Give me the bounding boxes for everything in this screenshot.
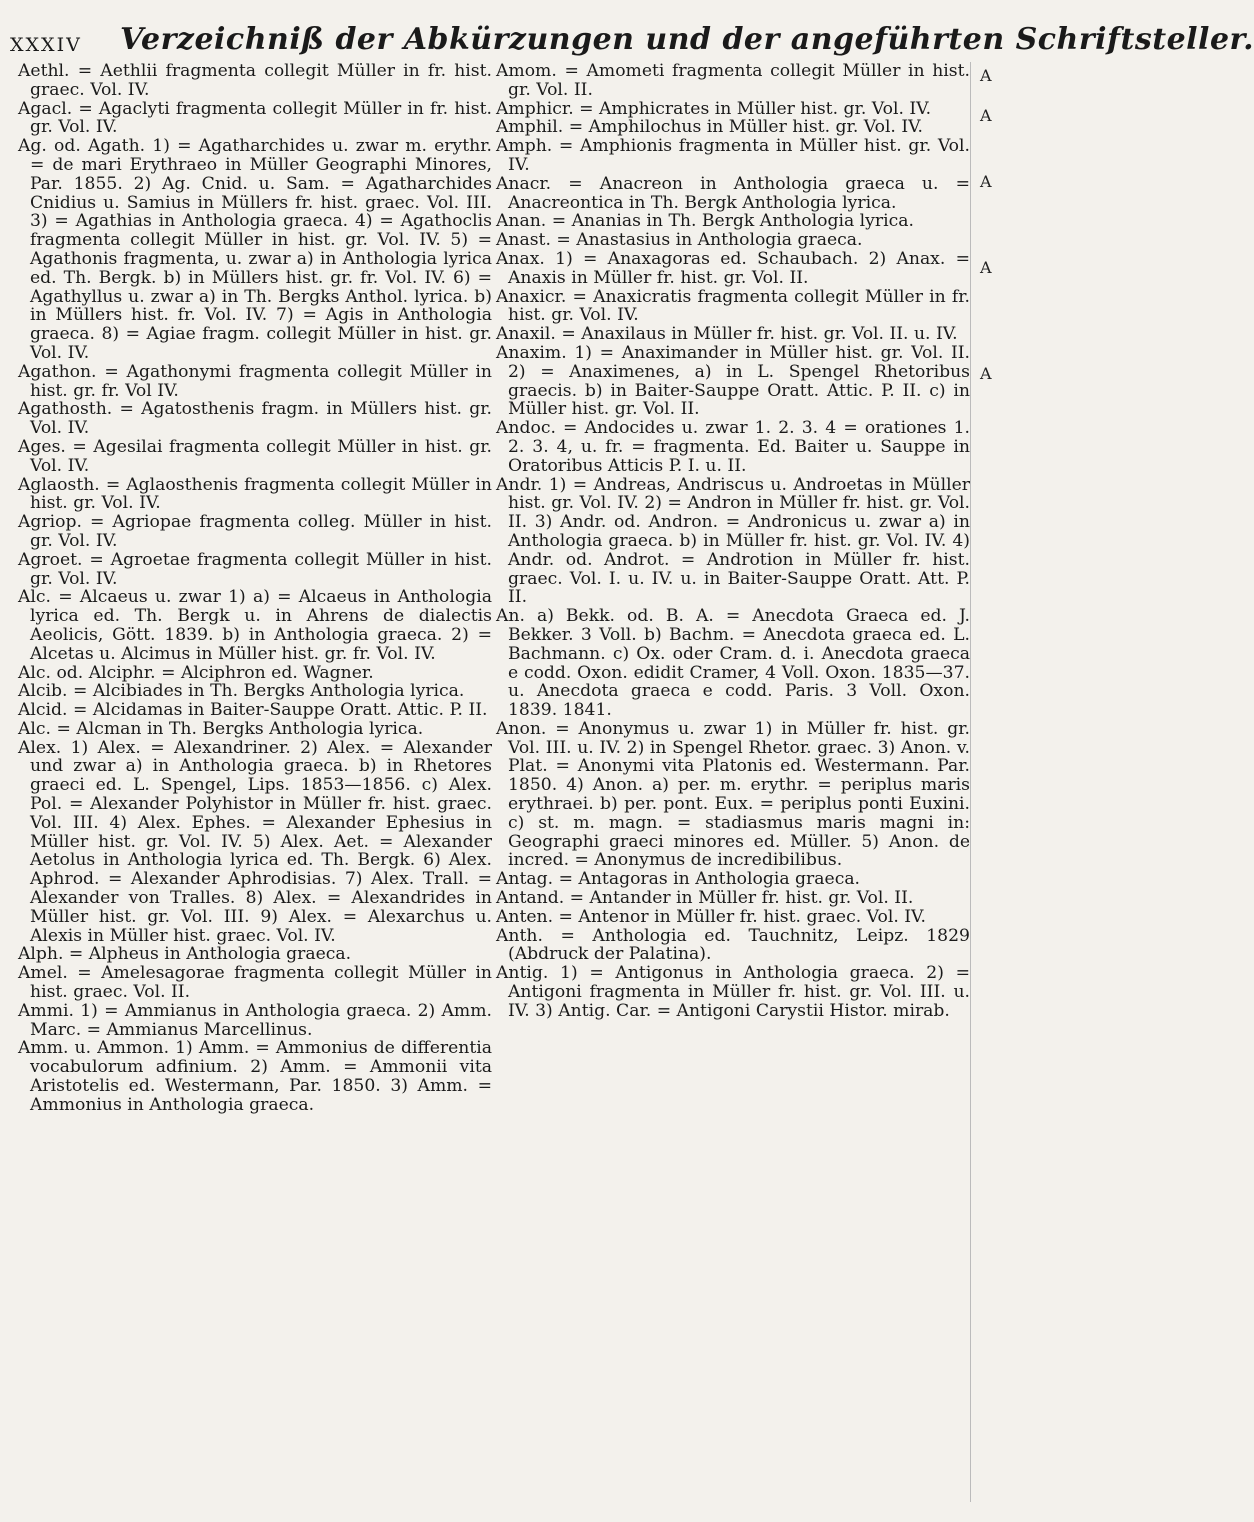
abbreviation-entry: Alc. = Alcaeus u. zwar 1) a) = Alcaeus in Anthologia lyrica ed. Th. Bergk u. in Ahrens de dialectis Aeolicis, Gött. 1839. b) in Anthologia graeca. 2) = Alcetas u. Alcimus in Müller hist. gr. fr. Vol. IV. <box>18 587 492 664</box>
abbreviation-entry: Agriop. = Agriopae fragmenta colleg. Müller in hist. gr. Vol. IV. <box>18 512 492 551</box>
abbreviation-entry: Alcid. = Alcidamas in Baiter-Sauppe Oratt. Attic. P. II. <box>18 700 488 721</box>
abbreviation-entry: Agroet. = Agroetae fragmenta collegit Müller in hist. gr. Vol. IV. <box>18 549 492 589</box>
abbreviation-entry: Anast. = Anastasius in Anthologia graeca. <box>496 230 863 251</box>
abbreviation-entry: Alc. = Alcman in Th. Bergks Anthologia lyrica. <box>18 718 424 739</box>
abbreviation-entry: Anan. = Ananias in Th. Bergk Anthologia lyrica. <box>496 211 914 232</box>
edge-letter: A <box>980 258 992 277</box>
abbreviation-entry: Antand. = Antander in Müller fr. hist. gr. Vol. II. <box>496 888 914 909</box>
abbreviation-entry: Alph. = Alpheus in Anthologia graeca. <box>18 944 352 965</box>
abbreviation-entry: Anth. = Anthologia ed. Tauchnitz, Leipz. 1829 (Abdruck der Palatina). <box>496 925 970 965</box>
abbreviation-entry: Ag. od. Agath. 1) = Agatharchides u. zwar m. erythr. = de mari Erythraeo in Müller Geographi Minores, Par. 1855. 2) Ag. Cnid. u. Sam. = Agatharchides Cnidius u. Samius in Müllers fr. hist. graec. Vol. III. 3) = Agathias in Anthologia graeca. 4) = Agathoclis fragmenta collegit Müller in hist. gr. Vol. IV. 5) = Agathonis fragmenta, u. zwar a) in Anthologia lyrica ed. Th. Bergk. b) in Müllers hist. gr. fr. Vol. IV. 6) = Agathyllus u. zwar a) in Th. Bergks Anthol. lyrica. b) in Müllers hist. fr. Vol. IV. 7) = Agis in Anthologia graeca. 8) = Agiae fragm. collegit Müller in hist. gr. Vol. IV. <box>18 136 492 363</box>
right-column <box>496 62 970 1021</box>
edge-letter: A <box>980 106 992 125</box>
abbreviation-entry: Aglaosth. = Aglaosthenis fragmenta collegit Müller in hist. gr. Vol. IV. <box>18 474 492 514</box>
abbreviation-entry: Ages. = Agesilai fragmenta collegit Müller in hist. gr. Vol. IV. <box>18 436 492 476</box>
edge-letter: A <box>980 172 992 191</box>
abbreviation-entry: Amphil. = Amphilochus in Müller hist. gr. Vol. IV. <box>496 117 924 138</box>
left-column <box>18 62 492 1115</box>
abbreviation-entry: Amm. u. Ammon. 1) Amm. = Ammonius de differentia vocabulorum adfinium. 2) Amm. = Ammonii vita Aristotelis ed. Westermann, Par. 1850. 3) Amm. = Ammonius in Anthologia graeca. <box>18 1038 492 1115</box>
abbreviation-entry: Antig. 1) = Antigonus in Anthologia graeca. 2) = Antigoni fragmenta in Müller fr. hist. gr. Vol. III. u. IV. 3) Antig. Car. = Antigoni Carystii Histor. mirab. <box>496 963 970 1021</box>
abbreviation-entry: Alcib. = Alcibiades in Th. Bergks Anthologia lyrica. <box>18 681 465 702</box>
abbreviation-entry: Andr. 1) = Andreas, Andriscus u. Androetas in Müller hist. gr. Vol. IV. 2) = Andron in Müller fr. hist. gr. Vol. II. 3) Andr. od. Andron. = Andronicus u. zwar a) in Anthologia graeca. b) in Müller fr. hist. gr. Vol. IV. 4) Andr. od. Androt. = Androtion in Müller fr. hist. graec. Vol. I. u. IV. u. in Baiter-Sauppe Oratt. Att. P. II. <box>496 474 970 608</box>
abbreviation-entry: Anten. = Antenor in Müller fr. hist. graec. Vol. IV. <box>496 906 926 927</box>
page-header <box>10 18 1254 66</box>
abbreviation-entry: Andoc. = Andocides u. zwar 1. 2. 3. 4 = orationes 1. 2. 3. 4, u. fr. = fragmenta. Ed. Baiter u. Sauppe in Oratoribus Atticis P. I. u. II. <box>496 418 970 476</box>
abbreviation-entry: Amph. = Amphionis fragmenta in Müller hist. gr. Vol. IV. <box>496 136 970 175</box>
abbreviation-entry: Ammi. 1) = Ammianus in Anthologia graeca. 2) Amm. Marc. = Ammianus Marcellinus. <box>18 1000 492 1040</box>
page-number: XXXIV <box>10 34 82 56</box>
column-divider <box>970 62 971 1502</box>
abbreviation-entry: An. a) Bekk. od. B. A. = Anecdota Graeca ed. J. Bekker. 3 Voll. b) Bachm. = Anecdota graeca ed. L. Bachmann. c) Ox. oder Cram. d. i. Anecdota graeca e codd. Oxon. edidit Cramer, 4 Voll. Oxon. 1835—37. u. Anecdota graeca e codd. Paris. 3 Voll. Oxon. 1839. 1841. <box>496 606 970 721</box>
abbreviation-entry: Agacl. = Agaclyti fragmenta collegit Müller in fr. hist. gr. Vol. IV. <box>18 98 492 138</box>
abbreviation-entry: Anon. = Anonymus u. zwar 1) in Müller fr. hist. gr. Vol. III. u. IV. 2) in Spengel Rhetor. graec. 3) Anon. v. Plat. = Anonymi vita Platonis ed. Westermann. Par. 1850. 4) Anon. a) per. m. erythr. = periplus maris erythraei. b) per. pont. Eux. = periplus ponti Euxini. c) st. m. magn. = stadiasmus maris magni in: Geographi graeci minores ed. Müller. 5) Anon. de incred. = Anonymus de incredibilibus. <box>496 718 970 871</box>
abbreviation-entry: Alex. 1) Alex. = Alexandriner. 2) Alex. = Alexander und zwar a) in Anthologia graeca. b) in Rhetores graeci ed. L. Spengel, Lips. 1853—1856. c) Alex. Pol. = Alexander Polyhistor in Müller fr. hist. graec. Vol. III. 4) Alex. Ephes. = Alexander Ephesius in Müller hist. gr. Vol. IV. 5) Alex. Aet. = Alexander Aetolus in Anthologia lyrica ed. Th. Bergk. 6) Alex. Aphrod. = Alexander Aphrodisias. 7) Alex. Trall. = Alexander von Tralles. 8) Alex. = Alexandrides in Müller hist. gr. Vol. III. 9) Alex. = Alexarchus u. Alexis in Müller hist. graec. Vol. IV. <box>18 737 492 946</box>
abbreviation-entry: Amel. = Amelesagorae fragmenta collegit Müller in hist. graec. Vol. II. <box>18 963 492 1003</box>
abbreviation-entry: Agathosth. = Agatosthenis fragm. in Müllers hist. gr. Vol. IV. <box>18 399 492 439</box>
edge-letter: A <box>980 364 992 383</box>
abbreviation-entry: Anacr. = Anacreon in Anthologia graeca u. = Anacreontica in Th. Bergk Anthologia lyrica. <box>496 173 970 213</box>
abbreviation-entry: Anaxim. 1) = Anaximander in Müller hist. gr. Vol. II. 2) = Anaximenes, a) in L. Spengel Rhetoribus graecis. b) in Baiter-Sauppe Oratt. Attic. P. II. c) in Müller hist. gr. Vol. II. <box>496 342 970 420</box>
abbreviation-entry: Anaxil. = Anaxilaus in Müller fr. hist. gr. Vol. II. u. IV. <box>496 324 958 345</box>
abbreviation-entry: Amphicr. = Amphicrates in Müller hist. gr. Vol. IV. <box>496 98 932 119</box>
abbreviation-entry: Anax. 1) = Anaxagoras ed. Schaubach. 2) Anax. = Anaxis in Müller fr. hist. gr. Vol. II. <box>496 248 970 288</box>
abbreviation-entry: Aethl. = Aethlii fragmenta collegit Müller in fr. hist. graec. Vol. IV. <box>18 61 492 100</box>
abbreviation-entry: Amom. = Amometi fragmenta collegit Müller in hist. gr. Vol. II. <box>496 61 970 100</box>
running-title: Verzeichniß der Abkürzungen und der angeführten Schriftsteller. <box>120 22 1254 57</box>
abbreviation-entry: Anaxicr. = Anaxicratis fragmenta collegit Müller in fr. hist. gr. Vol. IV. <box>496 286 970 326</box>
abbreviation-entry: Agathon. = Agathonymi fragmenta collegit Müller in hist. gr. fr. Vol IV. <box>18 361 492 401</box>
next-page-edge <box>974 62 1000 1522</box>
edge-letter: A <box>980 66 992 85</box>
abbreviation-entry: Alc. od. Alciphr. = Alciphron ed. Wagner. <box>18 662 374 683</box>
abbreviation-entry: Antag. = Antagoras in Anthologia graeca. <box>496 869 861 890</box>
